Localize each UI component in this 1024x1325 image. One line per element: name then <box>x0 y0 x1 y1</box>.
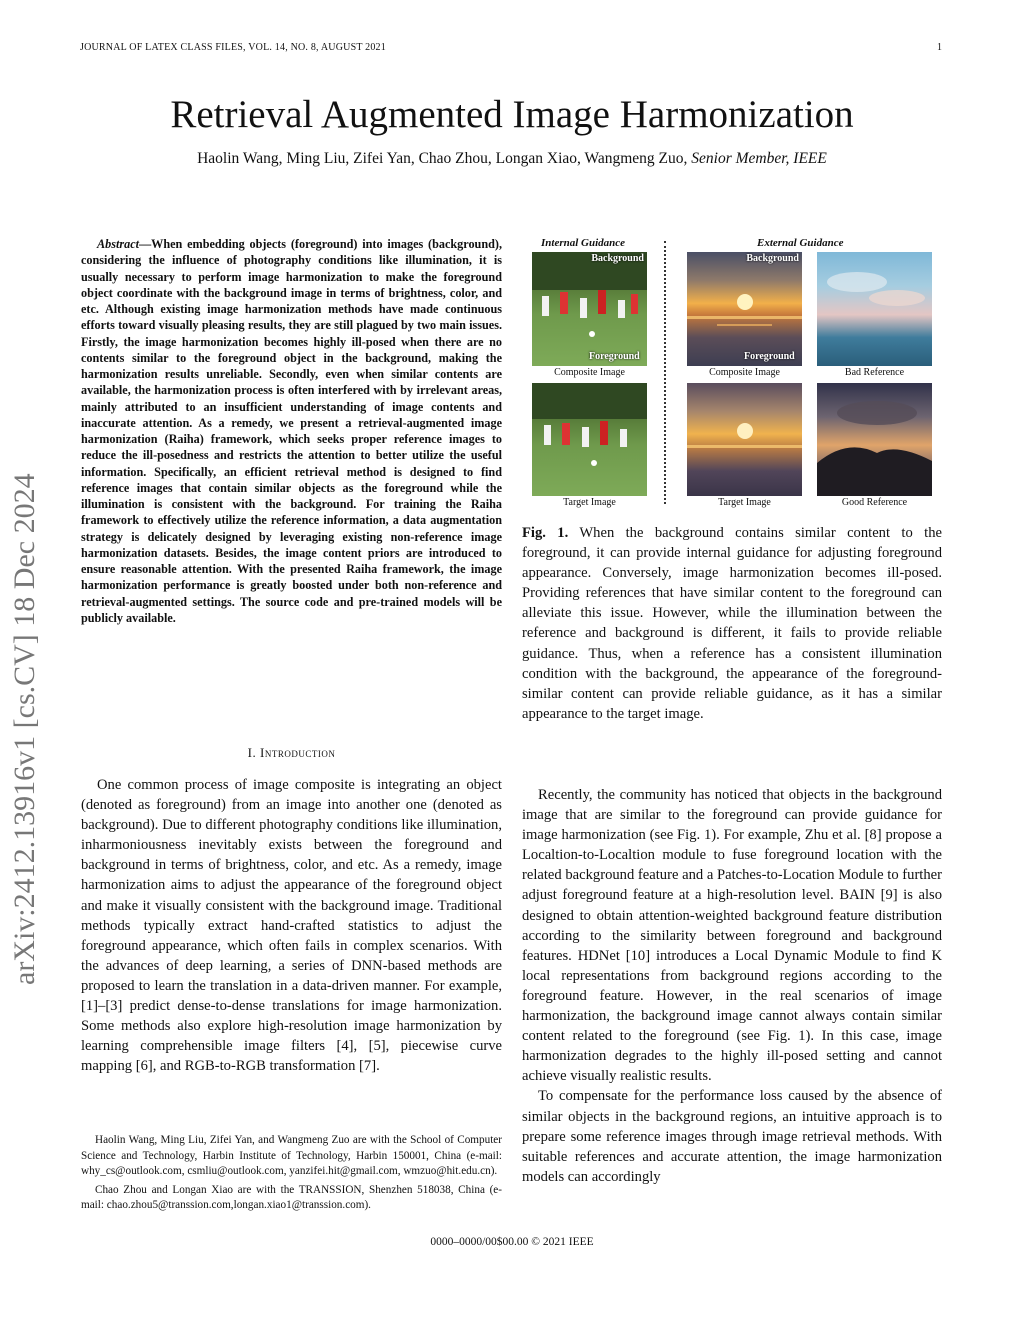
paper-title: Retrieval Augmented Image Harmonization <box>170 93 854 136</box>
sunset-scene-graphic <box>687 252 802 366</box>
section-number: I. <box>247 745 257 760</box>
caption-label: Fig. 1. <box>522 525 569 541</box>
abstract-lead: Abstract <box>97 237 139 251</box>
footnote-affiliation-1: Haolin Wang, Ming Liu, Zifei Yan, and Wangmeng Zuo are with the School of Computer Science and Technology, Harbin Institute of Technology, Harbin 150001, China (e-mail: why_cs@outlook.com, csmliu@outlook.com, yanzifei.hit@gmail.com, wmzuo@hit.edu.cn). <box>81 1134 502 1178</box>
caption-text: When the background contains similar content to the foreground, it can provide internal guidance for adjusting foreground appearance. Conversely, image harmonization becomes ill-posed. Providing references that have similar content to the foreground can alleviate this issue. However, while the illumination between the reference and background is different, it fails to provide reliable guidance. Thus, when a reference has a consistent illumination condition with the background, the appearance of the foreground-similar content can provide reliable guidance, as it has a similar appearance to the target image. <box>522 525 942 722</box>
overlay-background-label: Background <box>591 253 644 264</box>
copyright-footer: 0000–0000/00$00.00 © 2021 IEEE <box>430 1236 594 1248</box>
label-good-reference: Good Reference <box>841 497 908 508</box>
label-bad-reference: Bad Reference <box>844 367 905 378</box>
abstract-text: —When embedding objects (foreground) into images (background), considering the influence of photography conditions like illumination, it is usually necessary to perform image harmonization to make the foreground object coordinate with the background image in terms of brightness, color, and etc. Although existing image harmonization methods have made continuous efforts toward visually pleasing results, they are still plagued by two main issues. Firstly, the image harmonization becomes highly ill-posed when there are no contents similar to the foreground object in the background, making the harmonization results unreliable. Secondly, even when similar contents are available, the harmonization process is often interfered with by irrelevant areas, mainly attributed to an insufficient understanding of image contents and inaccurate attention. As a remedy, we present a retrieval-augmented image harmonization (Raiha) framework, which seeks proper reference images to reduce the ill-posedness and restricts the attention to better utilize the useful information. Specifically, an efficient retrieval method is designed to find reference images that contain similar objects as the foreground while the illumination is consistent with the background. For training the Raiha framework to effectively utilize the reference information, a data augmentation strategy is delicately designed by leveraging existing non-reference image harmonization datasets. Besides, the image content priors are introduced to ensure reasonable attention. With the presented Raiha framework, the image harmonization performance is greatly boosted under both non-reference and retrieval-augmented settings. The source code and pre-trained models will be publicly available. <box>81 237 502 625</box>
label-composite-external: Composite Image <box>709 367 780 378</box>
abstract <box>81 236 502 626</box>
intro-paragraph-1: One common process of image composite is integrating an object (denoted as foreground) from an image into another one (denoted as background). Due to different photography conditions like illumination, inharmoniousness inevitably exists between the foreground and background in terms of brightness, color, and etc. As a remedy, image harmonization aims to adjust the appearance of the foreground object and make it visually consistent with the background image. Traditional methods typically extract hand-crafted statistics to adjust the foreground appearance, which often fails in complex scenarios. With the advances of deep learning, a series of DNN-based methods are proposed to learn the translation in a data-driven manner. For example, [1]–[3] predict dense-to-dense translations for image harmonization. Some methods also explore high-resolution image harmonization by learning comprehensible image filters [4], [5], piecewise curve mapping [6], and RGB-to-RGB transformation [7]. <box>81 777 502 1075</box>
external-composite-image <box>687 252 802 366</box>
figure-1-caption <box>522 523 942 724</box>
external-guidance-heading: External Guidance <box>757 237 844 249</box>
overlay-background-label-ext: Background <box>746 253 799 264</box>
external-target-image <box>687 383 802 496</box>
internal-composite-image <box>532 252 647 366</box>
island-scene-graphic <box>817 383 932 496</box>
sunset-target-graphic <box>687 383 802 496</box>
arxiv-stamp: arXiv:2412.13916v1 [cs.CV] 18 Dec 2024 <box>8 473 41 985</box>
soccer-target-graphic <box>532 383 647 496</box>
footnotes <box>81 1133 502 1217</box>
overlay-foreground-label-ext: Foreground <box>744 351 795 362</box>
label-composite-internal: Composite Image <box>554 367 625 378</box>
section-title: Introduction <box>260 745 336 760</box>
right-paragraph-2: To compensate for the performance loss caused by the absence of similar objects in the background regions, an intuitive approach is to prepare some reference images through image retrieval methods. With suitable references and accurate attention, the image harmonization models can accordingly <box>522 1088 942 1185</box>
section-heading-introduction <box>81 745 502 761</box>
running-head: JOURNAL OF LATEX CLASS FILES, VOL. 14, NO. 8, AUGUST 2021 <box>80 42 386 53</box>
figure-divider <box>664 241 666 504</box>
label-target-external: Target Image <box>718 497 771 508</box>
label-target-internal: Target Image <box>563 497 616 508</box>
author-list <box>0 150 1024 168</box>
page-number: 1 <box>937 42 942 53</box>
author-names: Haolin Wang, Ming Liu, Zifei Yan, Chao Zhou, Longan Xiao, Wangmeng Zuo, <box>197 150 688 167</box>
internal-guidance-heading: Internal Guidance <box>541 237 626 249</box>
footnote-affiliation-2: Chao Zhou and Longan Xiao are with the TRANSSION, Shenzhen 518038, China (e-mail: chao.zhou5@transsion.com,longan.xiao1@transsion.com). <box>81 1183 502 1212</box>
good-reference-image <box>817 383 932 496</box>
author-role: Senior Member, IEEE <box>691 150 827 167</box>
sky-scene-graphic <box>817 252 932 366</box>
intro-body <box>81 775 502 1076</box>
right-paragraph-1: Recently, the community has noticed that objects in the background image that are similar to the foreground can provide guidance for image harmonization (see Fig. 1). For example, Zhu et al. [8] propose a Localtion-to-Localtion module to fuse foreground location with the related background feature and a Patches-to-Location Module to further adjust foreground feature at a high-resolution level. BAIN [9] is also designed to obtain attention-weighted background feature distribution according to the similarity between foreground and background features. HDNet [10] introduces a Local Dynamic Module to find K local representations from background regions according to the foreground feature. However, in the real scenarios of image harmonization, the background image cannot always contain similar content related to the foreground (see Fig. 1). In this case, image harmonization degrades to the highly ill-posed setting and cannot achieve visually realistic results. <box>522 787 942 1085</box>
soccer-scene-graphic <box>532 252 647 366</box>
overlay-foreground-label: Foreground <box>589 351 640 362</box>
right-column-body <box>522 785 942 1187</box>
bad-reference-image <box>817 252 932 366</box>
internal-target-image <box>532 383 647 496</box>
